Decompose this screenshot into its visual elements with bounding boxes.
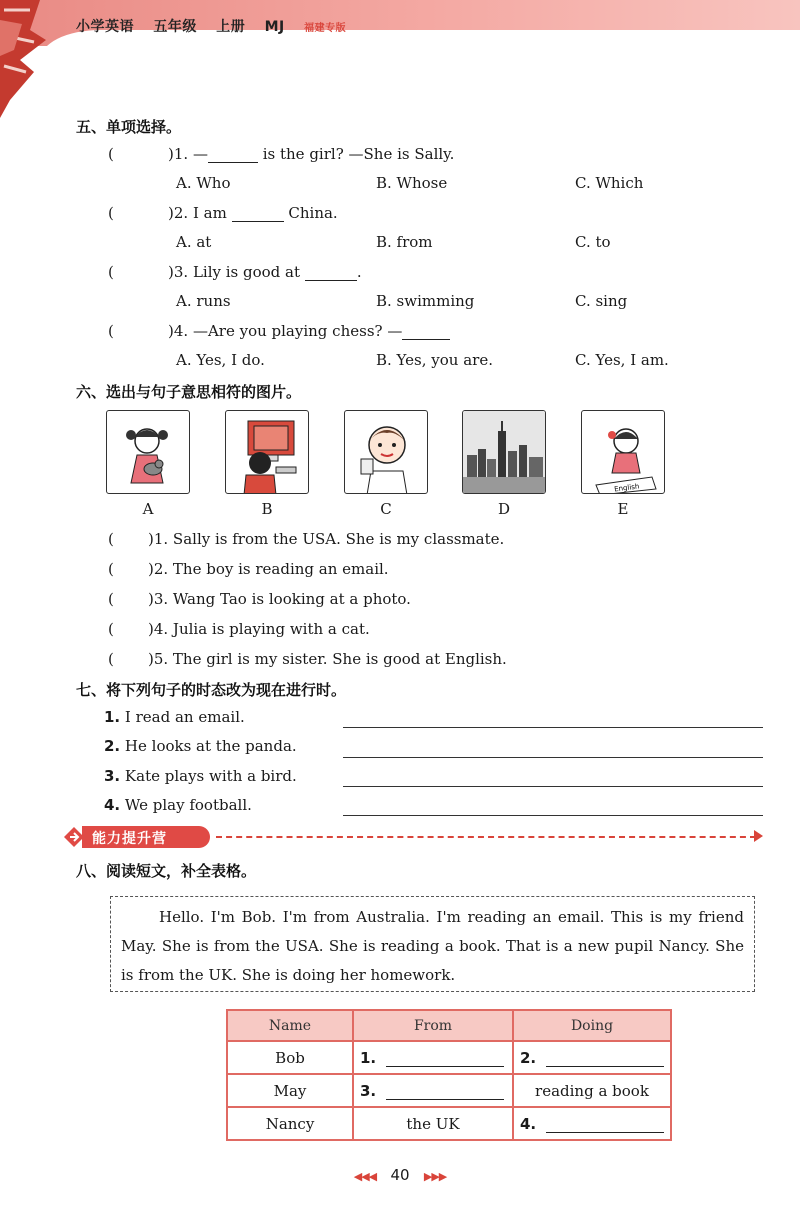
match-sentence-5: ( )5. The girl is my sister. She is good at English. — [108, 650, 507, 668]
option-a: A. at — [176, 233, 212, 251]
boy-with-photo-icon — [344, 410, 428, 494]
mc-question-3: ( )3. Lily is good at . — [108, 263, 362, 281]
girl-with-cat-icon — [106, 410, 190, 494]
ability-banner — [62, 826, 212, 848]
picture-label: A — [142, 500, 154, 518]
section-7-title: 七、将下列句子的时态改为现在进行时。 — [76, 681, 347, 699]
page-number: 40 — [390, 1166, 410, 1184]
mc-question-4: ( )4. —Are you playing chess? — — [108, 322, 450, 340]
match-sentence-1: ( )1. Sally is from the USA. She is my classmate. — [108, 530, 505, 548]
right-arrows-icon: ▶▶▶ — [423, 1170, 447, 1183]
name-cell: Bob — [227, 1041, 353, 1074]
option-c: C. to — [575, 233, 611, 251]
rewrite-item-3: 3. Kate plays with a bird. — [104, 767, 297, 785]
answer-blank[interactable] — [402, 326, 450, 340]
table-row — [227, 1074, 671, 1107]
match-sentence-3: ( )3. Wang Tao is looking at a photo. — [108, 590, 411, 608]
section-8-title: 八、阅读短文，补全表格。 — [76, 862, 257, 880]
table-row — [227, 1041, 671, 1074]
answer-line[interactable] — [343, 815, 763, 816]
from-cell: the UK — [353, 1107, 513, 1140]
answer-blank[interactable] — [305, 267, 357, 281]
subject-label: 小学英语 — [76, 19, 134, 35]
info-table — [226, 1009, 672, 1141]
svg-text:English: English — [613, 482, 640, 494]
from-cell[interactable]: 1. — [353, 1041, 513, 1074]
table-row — [227, 1107, 671, 1140]
option-a: A. Yes, I do. — [176, 351, 265, 369]
answer-blank[interactable] — [232, 208, 284, 222]
rewrite-item-2: 2. He looks at the panda. — [104, 737, 297, 755]
doing-cell[interactable]: 4. — [513, 1107, 671, 1140]
book-title — [76, 16, 360, 36]
divider — [216, 836, 756, 838]
picture-label: B — [261, 500, 273, 518]
girl-writing-english-icon — [581, 410, 665, 494]
option-c: C. Which — [575, 174, 644, 192]
section-5-title: 五、单项选择。 — [76, 118, 182, 136]
rewrite-item-1: 1. I read an email. — [104, 708, 245, 726]
mc-question-2: ( )2. I am China. — [108, 204, 338, 222]
section-6-title: 六、选出与句子意思相符的图片。 — [76, 383, 302, 401]
answer-line[interactable] — [343, 727, 763, 728]
banner-label: 能力提升营 — [92, 831, 167, 847]
doing-cell: reading a book — [513, 1074, 671, 1107]
option-b: B. Whose — [376, 174, 448, 192]
header-curve — [40, 30, 800, 70]
doing-cell[interactable]: 2. — [513, 1041, 671, 1074]
left-arrows-icon: ◀◀◀ — [353, 1170, 377, 1183]
reading-passage: Hello. I'm Bob. I'm from Australia. I'm reading an email. This is my friend May. She is from the USA. She is reading a book. That is a new pupil Nancy. She is from the UK. She is doing her homework. — [110, 896, 755, 992]
option-b: B. swimming — [376, 292, 475, 310]
rewrite-item-4: 4. We play football. — [104, 796, 252, 814]
option-a: A. runs — [176, 292, 231, 310]
name-cell: May — [227, 1074, 353, 1107]
picture-label: D — [497, 500, 511, 518]
answer-blank[interactable] — [208, 149, 258, 163]
picture-label: C — [380, 500, 392, 518]
option-a: A. Who — [176, 174, 231, 192]
match-sentence-2: ( )2. The boy is reading an email. — [108, 560, 389, 578]
grade-label: 五年级 — [153, 19, 197, 35]
mc-question-1: ( )1. — is the girl? —She is Sally. — [108, 145, 455, 163]
column-header: Name — [227, 1010, 353, 1041]
answer-line[interactable] — [343, 786, 763, 787]
match-sentence-4: ( )4. Julia is playing with a cat. — [108, 620, 370, 638]
option-c: C. sing — [575, 292, 628, 310]
page-footer — [0, 1166, 800, 1184]
pagoda-roof-icon — [0, 0, 58, 120]
arrow-right-icon — [754, 830, 763, 842]
edition-label: 福建专版 — [304, 23, 347, 34]
option-b: B. Yes, you are. — [376, 351, 493, 369]
press-label: MJ — [264, 19, 285, 35]
city-skyline-icon — [462, 410, 546, 494]
from-cell[interactable]: 3. — [353, 1074, 513, 1107]
table-header-row — [227, 1010, 671, 1041]
column-header: From — [353, 1010, 513, 1041]
column-header: Doing — [513, 1010, 671, 1041]
picture-label: E — [617, 500, 629, 518]
option-b: B. from — [376, 233, 433, 251]
name-cell: Nancy — [227, 1107, 353, 1140]
boy-at-computer-icon — [225, 410, 309, 494]
answer-line[interactable] — [343, 757, 763, 758]
volume-label: 上册 — [216, 19, 246, 35]
option-c: C. Yes, I am. — [575, 351, 669, 369]
